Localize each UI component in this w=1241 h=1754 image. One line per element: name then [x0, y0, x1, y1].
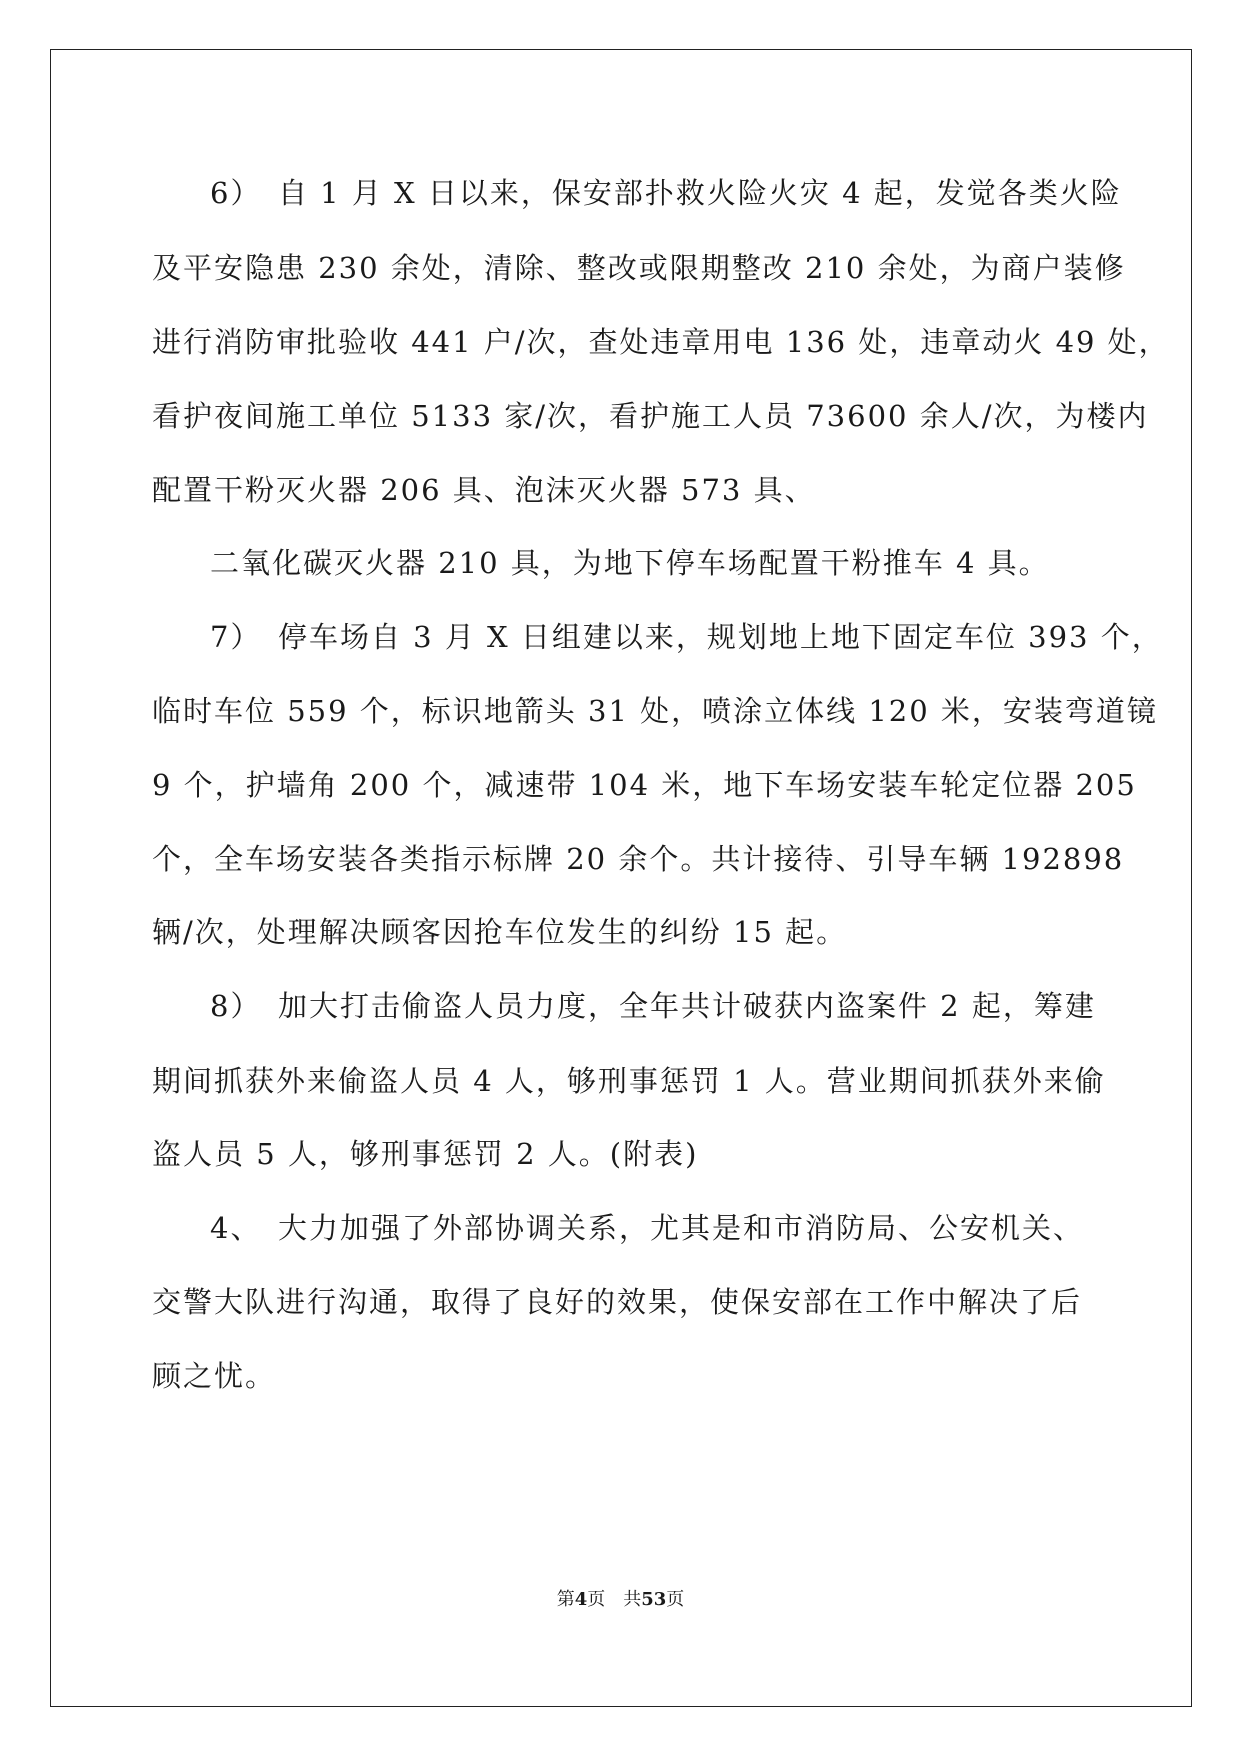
footer-total-prefix: 共 [623, 1589, 642, 1610]
paragraph-7-line-4: 个，全车场安装各类指示标牌 20 余个。共计接待、引导车辆 192898 [152, 842, 1125, 876]
paragraph-6-line-4: 看护夜间施工单位 5133 家/次，看护施工人员 73600 余人/次，为楼内 [152, 399, 1149, 433]
paragraph-6-line-3: 进行消防审批验收 441 户/次，查处违章用电 136 处，违章动火 49 处， [152, 325, 1170, 359]
footer-page-number: 4 [574, 1589, 588, 1610]
paragraph-8-line-3: 盗人员 5 人，够刑事惩罚 2 人。(附表) [152, 1137, 699, 1171]
footer-page-suffix: 页 [587, 1589, 606, 1610]
section-4-line-3: 顾之忧。 [152, 1359, 277, 1393]
paragraph-8-line-1: 8） 加大打击偷盗人员力度，全年共计破获内盗案件 2 起，筹建 [210, 989, 1096, 1023]
footer-total-suffix: 页 [666, 1589, 685, 1610]
paragraph-7-line-3: 9 个，护墙角 200 个，减速带 104 米，地下车场安装车轮定位器 205 [152, 768, 1137, 802]
paragraph-7-line-1: 7） 停车场自 3 月 X 日组建以来，规划地上地下固定车位 393 个， [210, 620, 1163, 654]
page-footer [0, 1588, 1241, 1612]
paragraph-8-line-2: 期间抓获外来偷盗人员 4 人，够刑事惩罚 1 人。营业期间抓获外来偷 [152, 1064, 1106, 1098]
footer-total-number: 53 [641, 1589, 667, 1610]
paragraph-6-line-1: 6） 自 1 月 X 日以来，保安部扑救火险火灾 4 起，发觉各类火险 [210, 176, 1122, 210]
section-4-line-1: 4、 大力加强了外部协调关系，尤其是和市消防局、公安机关、 [210, 1211, 1084, 1245]
paragraph-6-line-2: 及平安隐患 230 余处，清除、整改或限期整改 210 余处，为商户装修 [152, 251, 1126, 285]
paragraph-7-line-2: 临时车位 559 个，标识地箭头 31 处，喷涂立体线 120 米，安装弯道镜 [152, 694, 1158, 728]
paragraph-7-line-5: 辆/次，处理解决顾客因抢车位发生的纠纷 15 起。 [152, 915, 848, 949]
paragraph-6-continuation: 二氧化碳灭火器 210 具，为地下停车场配置干粉推车 4 具。 [210, 546, 1050, 580]
paragraph-6-line-5: 配置干粉灭火器 206 具、泡沫灭火器 573 具、 [152, 473, 816, 507]
footer-page-prefix: 第 [556, 1589, 575, 1610]
section-4-line-2: 交警大队进行沟通，取得了良好的效果，使保安部在工作中解决了后 [152, 1285, 1083, 1319]
